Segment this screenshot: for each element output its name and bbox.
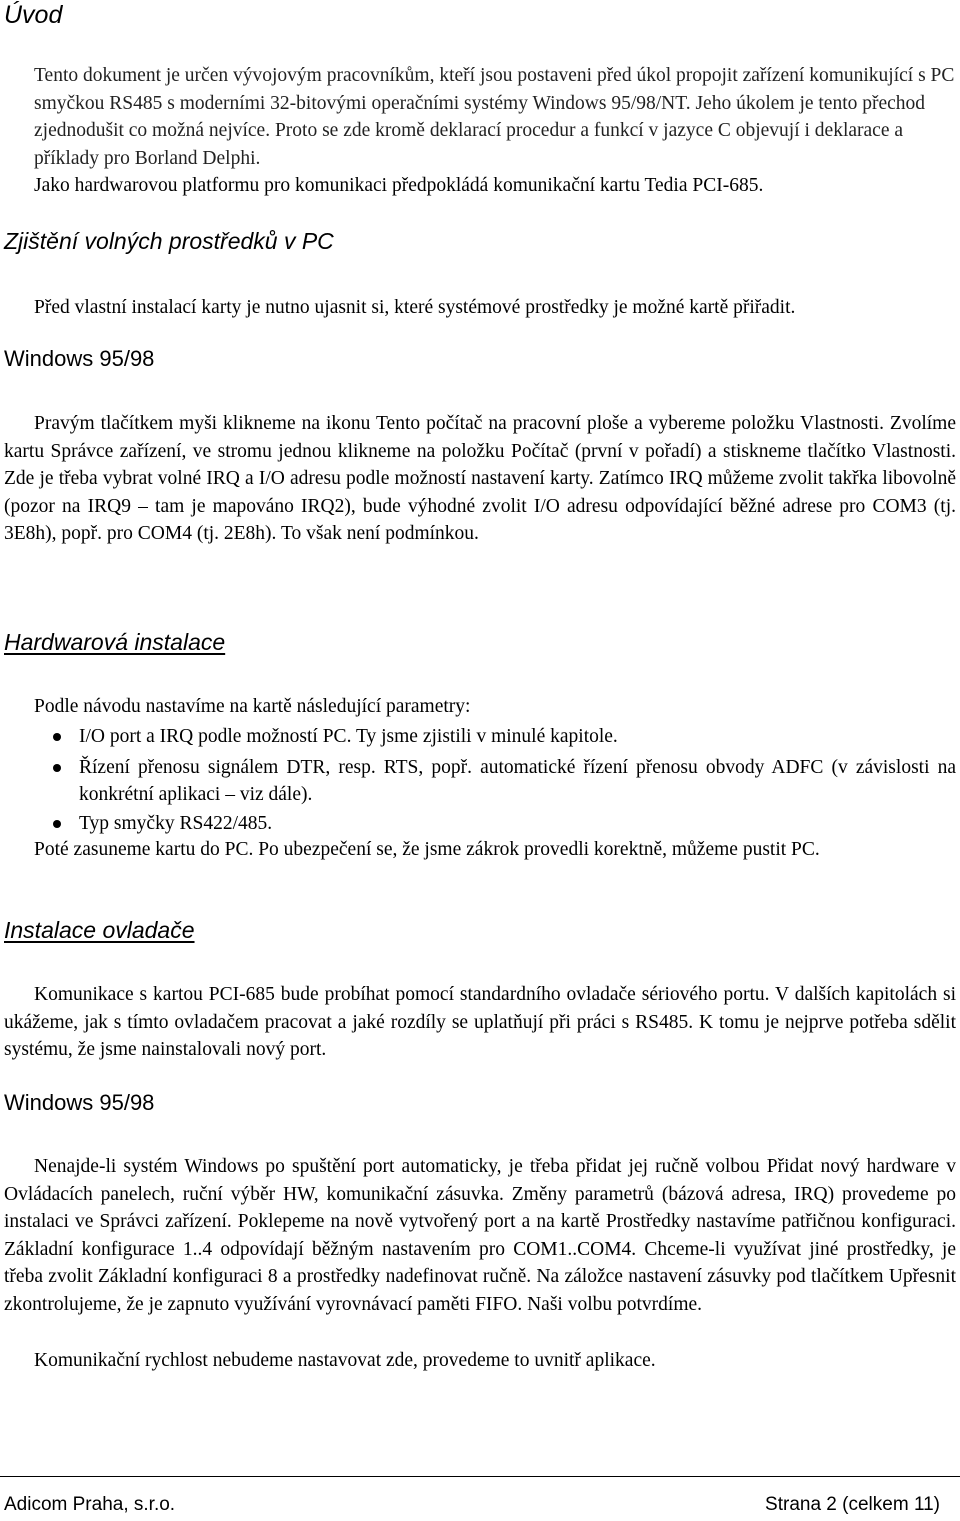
- bullet-icon: [53, 733, 61, 741]
- list-item: Řízení přenosu signálem DTR, resp. RTS, popř. automatické řízení přenosu obvody ADFC (v závislosti na konkrétní aplikaci – viz dále).: [50, 754, 956, 809]
- bullet-icon: [53, 820, 61, 828]
- footer-company: Adicom Praha, s.r.o.: [4, 1494, 176, 1515]
- hardware-outro: Poté zasuneme kartu do PC. Po ubezpečení se, že jsme zákrok provedli korektně, můžeme pustit PC.: [34, 839, 820, 860]
- bullet-icon: [53, 764, 61, 772]
- hardware-intro: Podle návodu nastavíme na kartě následující parametry:: [34, 696, 471, 717]
- uvod-paragraph-2: Jako hardwarovou platformu pro komunikaci předpokládá komunikační kartu Tedia PCI-685.: [34, 175, 764, 196]
- section-heading-zjisteni: Zjištění volných prostředků v PC: [4, 228, 334, 254]
- list-item: I/O port a IRQ podle možností PC. Ty jsme zjistili v minulé kapitole.: [50, 723, 956, 751]
- ovladac-speed-note: Komunikační rychlost nebudeme nastavovat zde, provedeme to uvnitř aplikace.: [34, 1350, 656, 1371]
- section-heading-hardware: Hardwarová instalace: [4, 629, 226, 655]
- hardware-parameter-list: [50, 723, 956, 840]
- footer-divider: [0, 1476, 960, 1477]
- ovladac-windows-paragraph: Nenajde-li systém Windows po spuštění port automaticky, je třeba přidat jej ručně volbou Přidat nový hardware v Ovládacích panelech, ruční výběr HW, komunikační zásuvka. Změny parametrů (bázová adresa, IRQ) provedeme po instalaci ve Správci zařízení. Poklepeme na nově vytvořený port a na kartě Prostředky nastavíme patřičnou konfiguraci. Základní konfigurace 1..4 odpovídají běžným nastavením pro COM1..COM4. Chceme-li využívat jiné prostředky, je třeba zvolit Základní konfiguraci 8 a prostředky nadefinovat ručně. Na záložce nastavení zásuvky pod tlačítkem Upřesnit zkontrolujeme, že je zapnuto využívání vyrovnávací paměti FIFO. Naši volbu potvrdíme.: [4, 1156, 956, 1315]
- subheading-windows-95-98: Windows 95/98: [4, 346, 155, 371]
- ovladac-paragraph: Komunikace s kartou PCI-685 bude probíhat pomocí standardního ovladače sériového portu. V dalších kapitolách si ukážeme, jak s tímto ovladačem pracovat a jaké rozdíly se uplatňují při práci s RS485. K tomu je nejprve potřeba sdělit systému, že jsme nainstalovali nový port.: [4, 984, 956, 1060]
- uvod-paragraph-1: Tento dokument je určen vývojovým pracovníkům, kteří jsou postaveni před úkol propojit zařízení komunikující s PC smyčkou RS485 s moderními 32-bitovými operačními systémy Windows 95/98/NT. Jeho úkolem je tento přechod zjednodušit co možná nejvíce. Proto se zde kromě deklarací procedur a funkcí v jazyce C objevují i deklarace a příklady pro Borland Delphi.: [34, 65, 955, 169]
- zjisteni-windows-paragraph: Pravým tlačítkem myši klikneme na ikonu Tento počítač na pracovní ploše a vybereme položku Vlastnosti. Zvolíme kartu Správce zařízení, ve stromu jednou klikneme na položku Počítač (první v pořadí) a stiskneme tlačítko Vlastnosti. Zde je třeba vybrat volné IRQ a I/O adresu podle možností nastavení karty. Zatímco IRQ můžeme zvolit takřka libovolně (pozor na IRQ9 – tam je mapováno IRQ2), bude výhodné zvolit I/O adresu odpovídající běžné adrese pro COM3 (tj. 3E8h), popř. pro COM4 (tj. 2E8h). To však není podmínkou.: [4, 413, 956, 544]
- list-item: Typ smyčky RS422/485.: [50, 810, 956, 838]
- section-heading-ovladac: Instalace ovladače: [4, 917, 195, 943]
- subheading-windows-95-98-2: Windows 95/98: [4, 1090, 155, 1115]
- footer-page-number: Strana 2 (celkem 11): [765, 1494, 940, 1515]
- section-heading-uvod: Úvod: [4, 1, 63, 29]
- zjisteni-paragraph: Před vlastní instalací karty je nutno ujasnit si, které systémové prostředky je možné kartě přiřadit.: [34, 297, 796, 318]
